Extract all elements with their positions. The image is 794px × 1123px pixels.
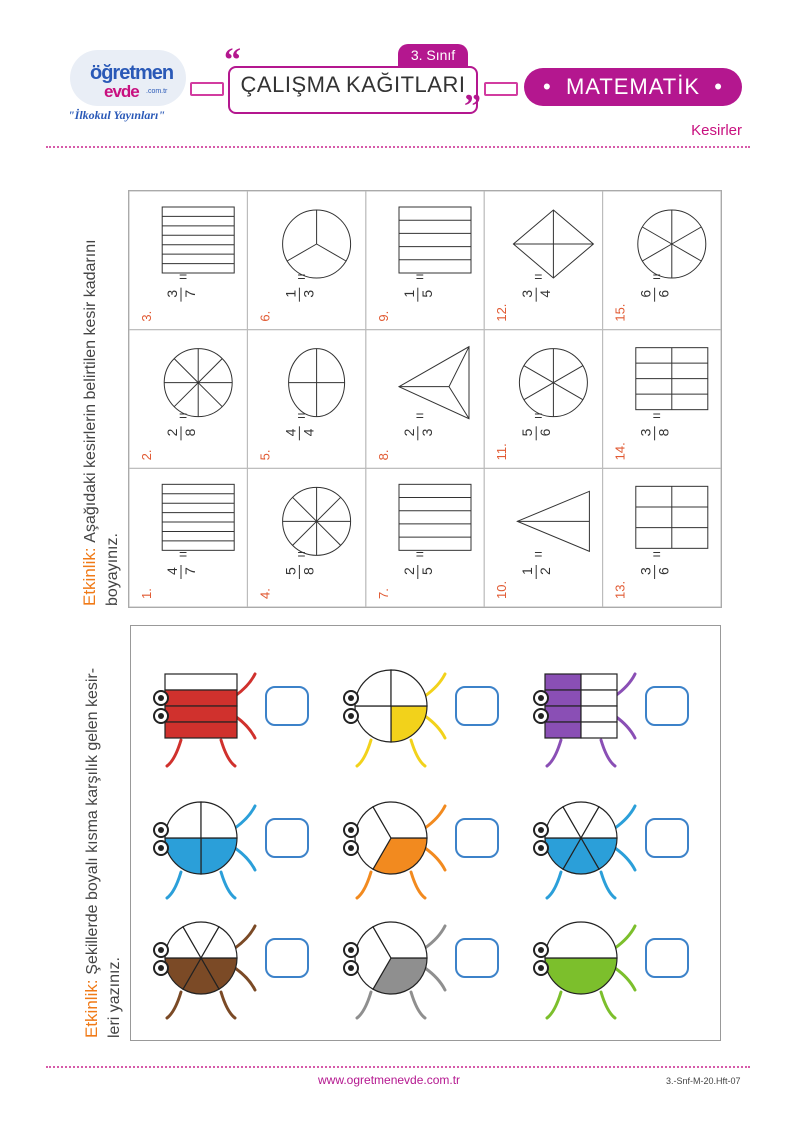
pupil — [538, 845, 544, 851]
monster-figure — [344, 922, 445, 1018]
equals-sign: = — [179, 546, 188, 562]
grid-cell — [129, 191, 247, 330]
subject-label: MATEMATİK — [565, 74, 701, 99]
equals-sign: = — [297, 268, 306, 285]
pie-slice — [201, 838, 237, 874]
fraction-label-group — [139, 269, 198, 322]
equals-sign: = — [652, 268, 661, 285]
triangle-outline — [399, 347, 469, 419]
logo-domain: .com.tr — [146, 88, 168, 95]
pupil — [538, 713, 544, 719]
bullet-icon: • — [543, 74, 566, 99]
equals-sign: = — [415, 268, 424, 285]
circle-divider — [642, 244, 671, 261]
grid-cell — [129, 468, 247, 607]
logo-tagline: "İlkokul Yayınları" — [68, 108, 166, 122]
fraction-denominator: 6 — [655, 567, 672, 575]
fraction-denominator: 8 — [655, 428, 672, 437]
answer-box[interactable] — [265, 686, 309, 726]
pupil — [348, 713, 354, 719]
topic-label: Kesirler — [691, 122, 742, 139]
fraction-label-group — [139, 546, 198, 599]
item-number: 8. — [375, 449, 391, 461]
worksheet-title: ÇALIŞMA KAĞITLARI — [240, 72, 466, 97]
fraction-numerator: 3 — [519, 289, 536, 298]
equals-sign: = — [534, 546, 543, 562]
fraction-numerator: 3 — [637, 567, 654, 575]
pie-slice — [355, 670, 391, 706]
fraction-item — [613, 210, 706, 322]
fraction-numerator: 2 — [400, 567, 417, 575]
monster-figure — [154, 802, 255, 898]
pie-slice — [545, 922, 617, 958]
grid-cell — [366, 191, 484, 330]
answer-box[interactable] — [645, 818, 689, 858]
item-number: 5. — [257, 449, 273, 461]
monster-figure — [344, 670, 445, 766]
fraction-shapes — [129, 191, 721, 607]
grid-part — [545, 674, 581, 690]
footer-url[interactable]: www.ogretmenevde.com.tr — [318, 1073, 461, 1087]
pupil — [158, 713, 164, 719]
fraction-item — [494, 349, 587, 461]
fraction-numerator: 5 — [519, 428, 536, 437]
circle-divider — [293, 497, 317, 521]
arrow-icon — [190, 82, 224, 96]
fraction-label-group — [613, 407, 672, 460]
rect-outline — [399, 207, 471, 273]
monster-figure — [534, 674, 635, 766]
circle-divider — [524, 383, 553, 400]
equals-sign: = — [652, 407, 661, 424]
fraction-item — [376, 347, 469, 461]
grid-part — [545, 690, 581, 706]
answer-box[interactable] — [455, 686, 499, 726]
arrow-icon — [484, 82, 518, 96]
fraction-numerator: 2 — [400, 428, 417, 437]
equals-sign: = — [652, 546, 661, 562]
item-number: 1. — [139, 588, 154, 599]
grid-part — [581, 706, 617, 722]
pupil — [348, 947, 354, 953]
fraction-numerator: 5 — [282, 567, 299, 575]
monster-figure — [154, 674, 255, 766]
item-number: 11. — [494, 443, 510, 461]
grid-part — [545, 722, 581, 738]
quote-open-icon: “ — [224, 42, 241, 79]
circle-divider — [672, 227, 701, 244]
fraction-numerator: 3 — [637, 428, 654, 437]
monster-shapes — [131, 626, 720, 1040]
circle-divider — [293, 521, 317, 545]
pupil — [538, 947, 544, 953]
fraction-numerator: 6 — [637, 289, 654, 298]
circle-divider — [317, 244, 346, 261]
fraction-grid — [128, 190, 722, 608]
fraction-item — [376, 484, 471, 599]
pie-slice — [355, 706, 391, 742]
pie-slice — [165, 838, 201, 874]
fraction-numerator: 4 — [282, 428, 299, 437]
equals-sign: = — [534, 268, 543, 285]
item-number: 10. — [494, 580, 510, 599]
grid-part — [581, 722, 617, 738]
pupil — [348, 695, 354, 701]
fraction-numerator: 3 — [164, 289, 180, 298]
circle-divider — [642, 227, 671, 244]
item-number: 3. — [139, 310, 154, 322]
instruction-text: Aşağıdaki kesirlerin belirtilen kesir kadarını — [82, 239, 99, 543]
equals-sign: = — [415, 407, 424, 424]
fraction-denominator: 2 — [537, 567, 554, 575]
monster-figure — [534, 802, 635, 898]
logo — [62, 40, 192, 130]
pupil — [158, 695, 164, 701]
answer-box[interactable] — [455, 938, 499, 978]
equals-sign: = — [179, 268, 188, 285]
item-number: 2. — [139, 449, 154, 461]
fraction-item — [257, 349, 344, 461]
fraction-numerator: 4 — [164, 567, 180, 575]
rect-part — [165, 690, 237, 706]
logo-text-bottom: evde — [104, 82, 139, 101]
pupil — [348, 827, 354, 833]
instruction-text: Şekillerde boyalı kısma karşılık gelen kesir- — [84, 667, 101, 975]
fraction-denominator: 3 — [418, 428, 435, 437]
fraction-item — [257, 487, 350, 599]
circle-divider — [174, 383, 198, 407]
divider — [46, 1066, 750, 1068]
fraction-denominator: 4 — [537, 289, 554, 298]
answer-box[interactable] — [645, 686, 689, 726]
equals-sign: = — [534, 407, 543, 424]
pupil — [538, 695, 544, 701]
pupil — [158, 965, 164, 971]
monster-figure — [534, 922, 635, 1018]
item-number: 9. — [375, 310, 391, 322]
grade-badge: 3. Sınıf — [398, 44, 468, 66]
logo-text-top: öğretmen — [90, 62, 174, 84]
circle-divider — [553, 366, 582, 383]
fraction-label-group — [494, 546, 553, 599]
fraction-item — [257, 210, 350, 322]
fraction-item — [613, 486, 708, 599]
fraction-denominator: 3 — [300, 289, 317, 298]
rect-outline — [399, 484, 471, 550]
monster-figure — [154, 922, 255, 1018]
fraction-item — [494, 491, 589, 599]
instruction-text: leri yazınız. — [106, 957, 123, 1038]
equals-sign: = — [179, 407, 188, 424]
fraction-label-group — [376, 546, 435, 599]
fraction-item — [139, 349, 232, 461]
pupil — [158, 827, 164, 833]
answer-box[interactable] — [265, 938, 309, 978]
bullet-icon: • — [700, 74, 723, 99]
circle-divider — [524, 366, 553, 383]
fraction-numerator: 1 — [282, 289, 299, 298]
circle-divider — [198, 383, 222, 407]
fraction-numerator: 2 — [164, 428, 180, 437]
circle-divider — [174, 359, 198, 383]
rect-part — [165, 706, 237, 722]
activity-label: Etkinlik: — [80, 547, 99, 606]
fraction-numerator: 1 — [400, 289, 417, 298]
pupil — [158, 845, 164, 851]
circle-divider — [317, 521, 341, 545]
grid-cell — [366, 468, 484, 607]
item-number: 14. — [612, 442, 628, 461]
fraction-denominator: 6 — [655, 289, 672, 298]
monster-figure — [344, 802, 445, 898]
pie-slice — [391, 670, 427, 706]
answer-box[interactable] — [455, 818, 499, 858]
quote-close-icon: ” — [464, 88, 481, 125]
fraction-numerator: 1 — [519, 567, 536, 575]
item-number: 13. — [612, 580, 628, 599]
item-number: 4. — [257, 588, 273, 599]
activity2-instruction — [82, 618, 124, 1038]
grid-part — [545, 706, 581, 722]
fraction-denominator: 5 — [418, 567, 435, 575]
pie-slice — [391, 706, 427, 742]
grid-part — [581, 674, 617, 690]
circle-divider — [287, 244, 316, 261]
circle-divider — [672, 244, 701, 261]
fraction-item — [139, 484, 234, 599]
item-number: 7. — [375, 588, 391, 599]
fraction-label-group — [376, 269, 435, 322]
activity1-instruction — [80, 186, 122, 606]
circle-divider — [553, 383, 582, 400]
instruction-text: boyayınız. — [104, 533, 121, 606]
answer-box[interactable] — [645, 938, 689, 978]
divider — [46, 146, 750, 148]
subject-badge — [524, 68, 742, 106]
fraction-item — [139, 207, 234, 322]
activity-label: Etkinlik: — [82, 979, 101, 1038]
pupil — [348, 965, 354, 971]
item-number: 6. — [257, 310, 273, 322]
pupil — [158, 947, 164, 953]
fraction-denominator: 7 — [182, 567, 198, 575]
pie-slice — [165, 802, 201, 838]
fraction-item — [376, 207, 471, 322]
fraction-item — [613, 348, 708, 461]
rect-part — [165, 722, 237, 738]
circle-divider — [198, 359, 222, 383]
fraction-label-group — [494, 269, 553, 322]
grid-part — [581, 690, 617, 706]
equals-sign: = — [297, 546, 306, 562]
footer-code: 3.-Snf-M-20.Hft-07 — [666, 1076, 741, 1086]
answer-box[interactable] — [265, 818, 309, 858]
item-number: 12. — [494, 303, 510, 322]
monster-panel — [130, 625, 721, 1041]
fraction-denominator: 7 — [182, 289, 198, 298]
fraction-denominator: 8 — [182, 428, 198, 437]
fraction-label-group — [613, 546, 672, 599]
fraction-denominator: 8 — [300, 567, 317, 575]
fraction-denominator: 6 — [537, 428, 554, 437]
pupil — [538, 827, 544, 833]
item-number: 15. — [612, 303, 628, 322]
pupil — [538, 965, 544, 971]
fraction-denominator: 5 — [418, 289, 435, 298]
rect-part — [165, 674, 237, 690]
fraction-item — [494, 210, 593, 322]
fraction-denominator: 4 — [300, 428, 317, 437]
fraction-label-group — [376, 407, 435, 460]
pie-slice — [201, 802, 237, 838]
pie-slice — [545, 958, 617, 994]
equals-sign: = — [415, 546, 424, 562]
pupil — [348, 845, 354, 851]
equals-sign: = — [297, 407, 306, 424]
circle-divider — [317, 497, 341, 521]
